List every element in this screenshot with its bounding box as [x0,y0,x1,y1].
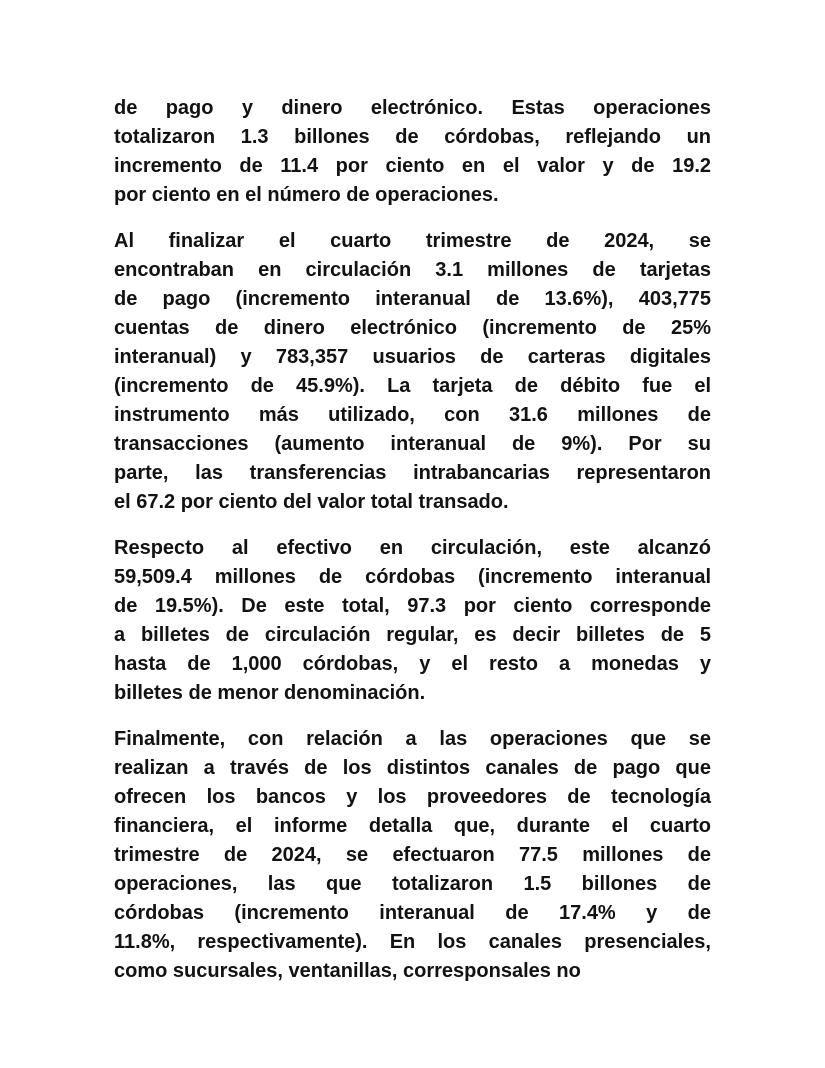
text-line: por ciento en el número de operaciones. [114,184,499,206]
text-line: encontraban en circulación 3.1 millones de tarjetas [114,259,711,281]
paragraph [114,534,711,708]
text-line: operaciones, las que totalizaron 1.5 billones de [114,873,711,895]
text-line: 59,509.4 millones de córdobas (incremento interanual [114,566,711,588]
text-line: de pago y dinero electrónico. Estas operaciones [114,97,711,119]
text-line: transacciones (aumento interanual de 9%). Por su [114,433,711,455]
text-line: instrumento más utilizado, con 31.6 millones de [114,404,711,426]
text-line: Al finalizar el cuarto trimestre de 2024, se [114,230,711,252]
text-line: de 19.5%). De este total, 97.3 por ciento corresponde [114,595,711,617]
text-line: hasta de 1,000 córdobas, y el resto a monedas y [114,653,711,675]
text-line: córdobas (incremento interanual de 17.4% y de [114,902,711,924]
paragraph [114,227,711,517]
text-line: ofrecen los bancos y los proveedores de tecnología [114,786,711,808]
text-line: cuentas de dinero electrónico (incremento de 25% [114,317,711,339]
text-line: de pago (incremento interanual de 13.6%), 403,775 [114,288,711,310]
text-line: Finalmente, con relación a las operaciones que se [114,728,711,750]
text-line: trimestre de 2024, se efectuaron 77.5 millones de [114,844,711,866]
text-line: como sucursales, ventanillas, corresponsales no [114,960,581,982]
text-line: incremento de 11.4 por ciento en el valor y de 19.2 [114,155,711,177]
text-line: realizan a través de los distintos canales de pago que [114,757,711,779]
text-line: (incremento de 45.9%). La tarjeta de débito fue el [114,375,711,397]
text-line: totalizaron 1.3 billones de córdobas, reflejando un [114,126,711,148]
text-block [114,94,711,986]
text-line: parte, las transferencias intrabancarias representaron [114,462,711,484]
text-line: a billetes de circulación regular, es decir billetes de 5 [114,624,711,646]
text-line: el 67.2 por ciento del valor total transado. [114,491,509,513]
paragraph [114,725,711,986]
paragraph [114,94,711,210]
text-line: billetes de menor denominación. [114,682,426,704]
text-line: Respecto al efectivo en circulación, este alcanzó [114,537,711,559]
text-line: interanual) y 783,357 usuarios de carteras digitales [114,346,711,368]
text-line: 11.8%, respectivamente). En los canales presenciales, [114,931,711,953]
text-line: financiera, el informe detalla que, durante el cuarto [114,815,711,837]
